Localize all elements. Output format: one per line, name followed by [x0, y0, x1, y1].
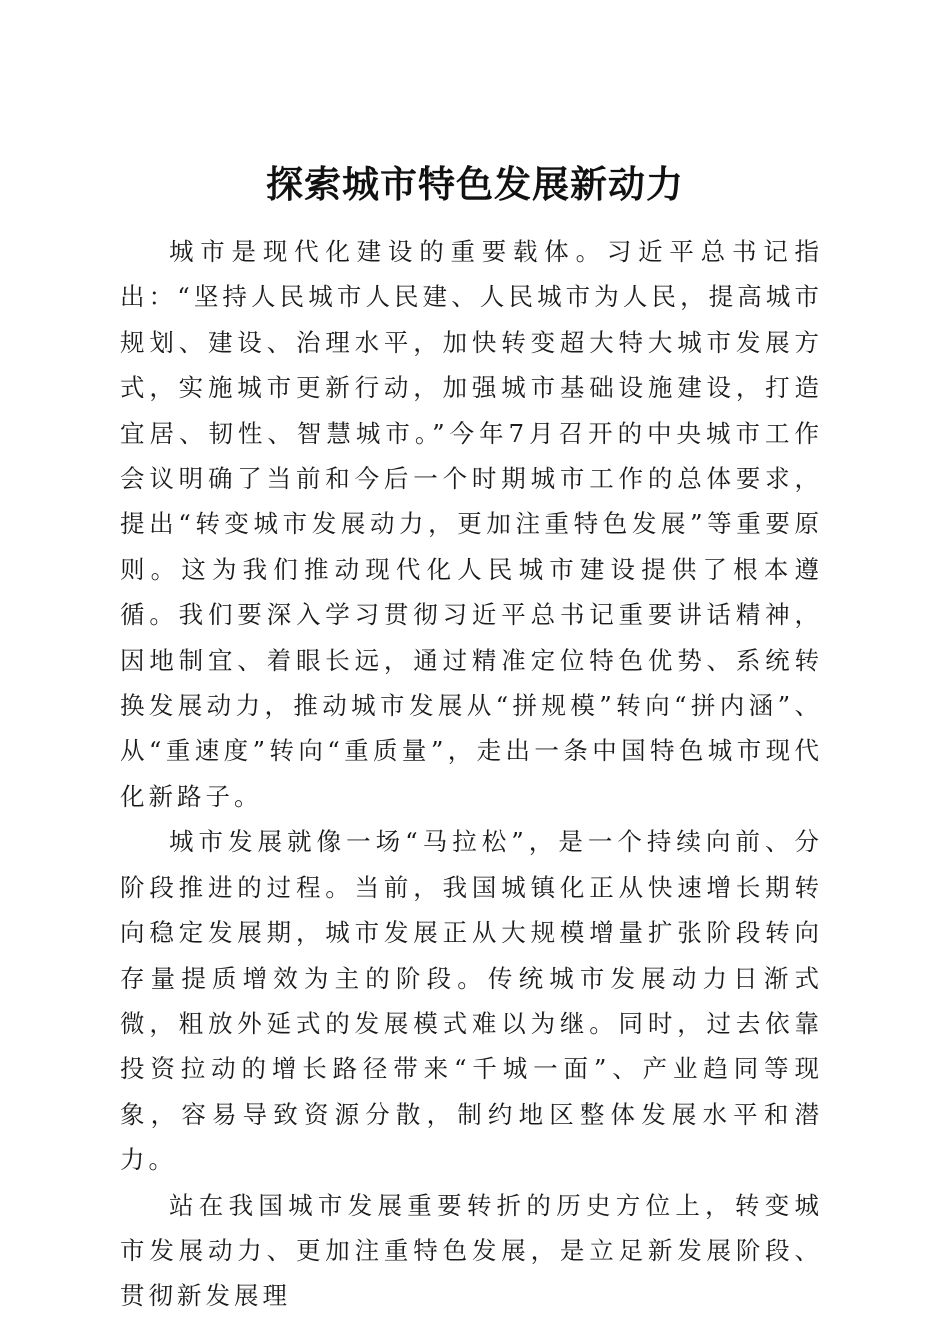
- paragraph: 站在我国城市发展重要转折的历史方位上，转变城市发展动力、更加注重特色发展，是立足新发展阶段、贯彻新发展理: [120, 1190, 823, 1311]
- paragraph: 城市发展就像一场“马拉松”，是一个持续向前、分阶段推进的过程。当前，我国城镇化正从快速增长期转向稳定发展期，城市发展正从大规模增量扩张阶段转向存量提质增效为主的阶段。传统城市发展动力日渐式微，粗放外延式的发展模式难以为继。同时，过去依靠投资拉动的增长路径带来“千城一面”、产业趋同等现象，容易导致资源分散，制约地区整体发展水平和潜力。: [120, 827, 823, 1175]
- document-body: [120, 229, 823, 1319]
- document-title: 探索城市特色发展新动力: [266, 161, 684, 206]
- paragraph: 城市是现代化建设的重要载体。习近平总书记指出：“坚持人民城市人民建、人民城市为人民，提高城市规划、建设、治理水平，加快转变超大特大城市发展方式，实施城市更新行动，加强城市基础设施建设，打造宜居、韧性、智慧城市。”今年7月召开的中央城市工作会议明确了当前和今后一个时期城市工作的总体要求，提出“转变城市发展动力，更加注重特色发展”等重要原则。这为我们推动现代化人民城市建设提供了根本遵循。我们要深入学习贯彻习近平总书记重要讲话精神，因地制宜、着眼长远，通过精准定位特色优势、系统转换发展动力，推动城市发展从“拼规模”转向“拼内涵”、从“重速度”转向“重质量”，走出一条中国特色城市现代化新路子。: [120, 237, 823, 811]
